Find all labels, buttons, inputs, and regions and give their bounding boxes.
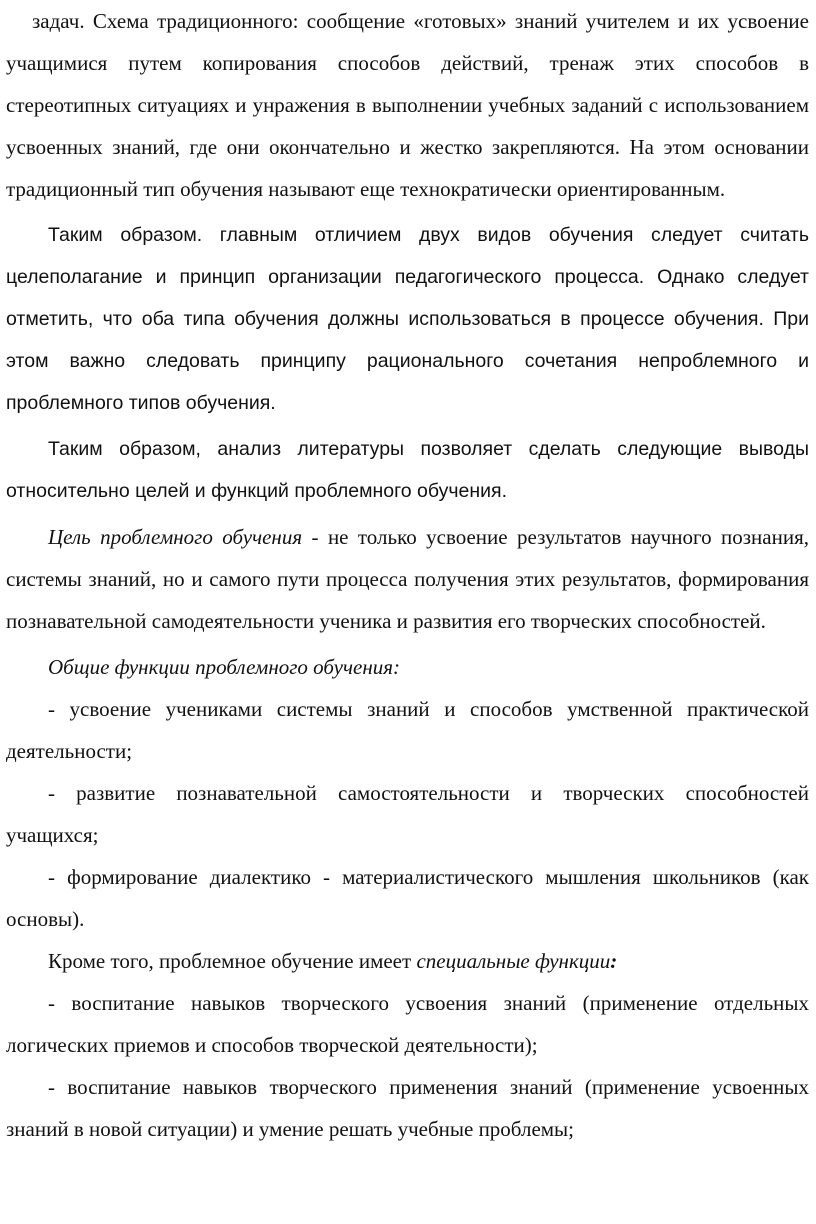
goal-dash: - xyxy=(302,525,328,549)
special-term: специальные функции xyxy=(416,949,611,973)
goal-definition: не только усвоение результатов научного познания, системы знаний, но и самого пути процесса получения этих результатов, формирования познавательной самодеятельности ученика и развития его творческих способностей. xyxy=(6,525,810,633)
heading-general-functions: Общие функции проблемного обучения: xyxy=(48,655,401,679)
paragraph-special-functions xyxy=(6,940,809,982)
goal-term: Цель проблемного обучения xyxy=(48,525,303,549)
special-function-item: - воспитание навыков творческого применения знаний (применение усвоенных знаний в новой ситуации) и умение решать учебные проблемы; xyxy=(6,1075,809,1141)
paragraph-main-difference: Таким образом. главным отличием двух видов обучения следует считать целеполагание и принцип организации педагогического процесса. Однако следует отметить, что оба типа обучения должны использоваться в процессе обучения. При этом важно следовать принципу рационального сочетания непроблемного и проблемного типов обучения. xyxy=(6,224,809,414)
special-colon: : xyxy=(610,949,618,973)
paragraph-traditional-scheme: задач. Схема традиционного: сообщение «готовых» знаний учителем и их усвоение учащимися путем копирования способов действий, тренаж этих способов в стереотипных ситуациях и унражения в выполнении учебных заданий с использованием усвоенных знаний, где они окончательно и жестко закрепляются. На этом основании традиционный тип обучения называют еще технократически ориентированным. xyxy=(6,9,809,201)
special-function-item: - воспитание навыков творческого усвоения знаний (применение отдельных логических приемов и способов творческой деятельности); xyxy=(6,991,809,1057)
paragraph-conclusions: Таким образом, анализ литературы позволяет сделать следующие выводы относительно целей и функций проблемного обучения. xyxy=(6,438,809,502)
paragraph-goal xyxy=(6,516,809,642)
special-intro: Кроме того, проблемное обучение имеет xyxy=(48,949,417,973)
general-function-item: - формирование диалектико - материалистического мышления школьников (как основы). xyxy=(6,865,809,931)
general-function-item: - развитие познавательной самостоятельности и творческих способностей учащихся; xyxy=(6,781,809,847)
general-function-item: - усвоение учениками системы знаний и способов умственной практической деятельности; xyxy=(6,697,809,763)
